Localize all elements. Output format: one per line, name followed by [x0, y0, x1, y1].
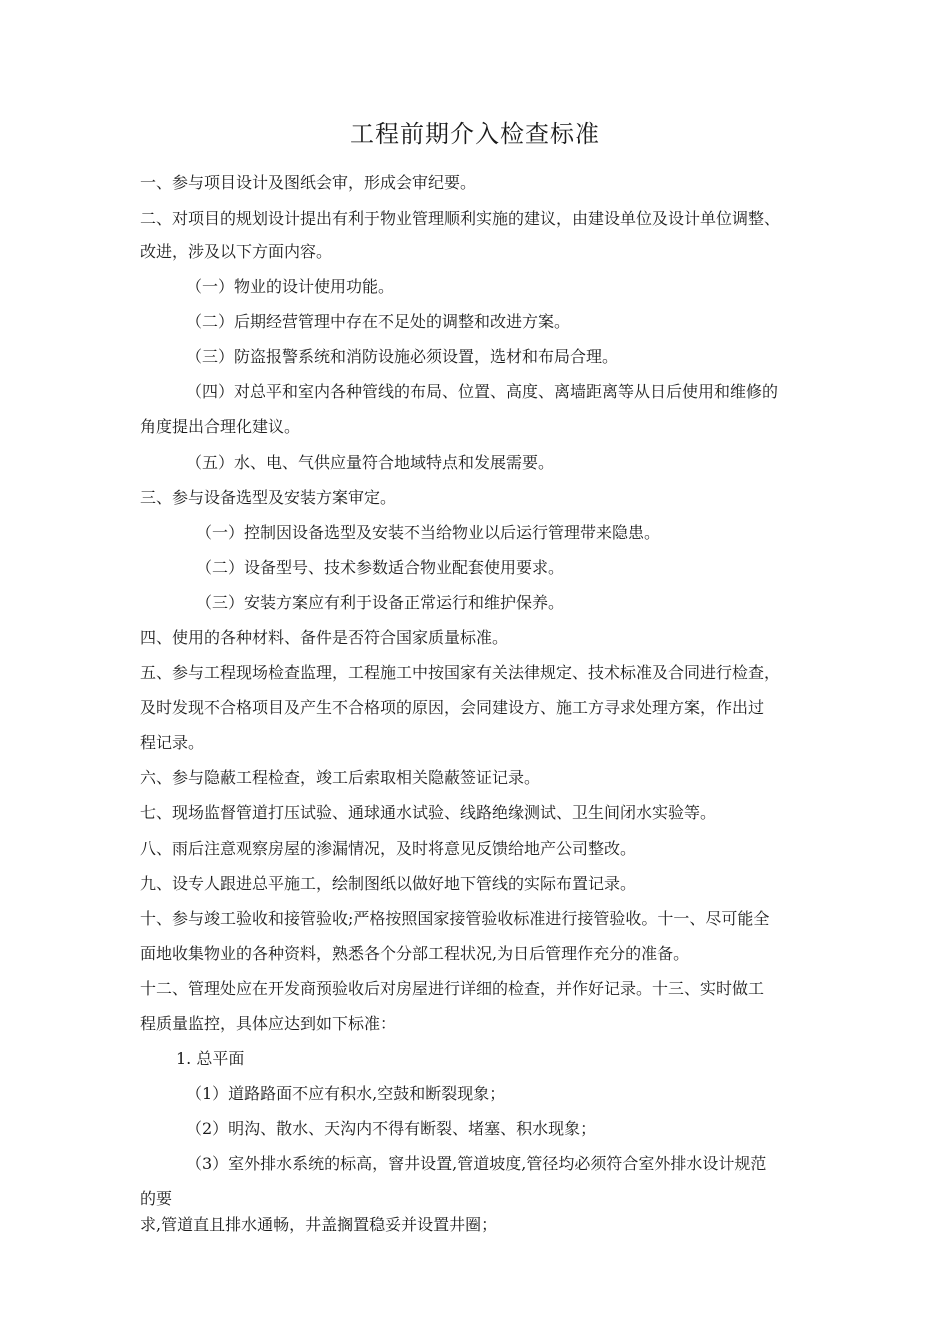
text-line: （四）对总平和室内各种管线的布局、位置、高度、离墙距离等从日后使用和维修的: [186, 382, 779, 401]
document-title: 工程前期介入检查标准: [350, 120, 600, 148]
text-line: 1. 总平面: [176, 1049, 245, 1068]
text-line: 七、现场监督管道打压试验、通球通水试验、线路绝缘测试、卫生间闭水实验等。: [140, 803, 717, 822]
text-line: 十二、管理处应在开发商预验收后对房屋进行详细的检查，并作好记录。十三、实时做工: [140, 979, 765, 998]
text-line: 四、使用的各种材料、备件是否符合国家质量标准。: [140, 628, 509, 647]
text-line: 十、参与竣工验收和接管验收;严格按照国家接管验收标准进行接管验收。十一、尽可能全: [140, 909, 770, 928]
text-line: 求,管道直且排水通畅，井盖搁置稳妥并设置井圈；: [140, 1215, 498, 1234]
text-line: （2）明沟、散水、天沟内不得有断裂、堵塞、积水现象；: [186, 1119, 597, 1138]
text-line: 改进，涉及以下方面内容。: [140, 242, 333, 261]
text-line: （二）后期经营管理中存在不足处的调整和改进方案。: [186, 312, 571, 331]
text-line: （二）设备型号、技术参数适合物业配套使用要求。: [196, 558, 565, 577]
text-line: （1）道路路面不应有积水,空鼓和断裂现象；: [186, 1084, 506, 1103]
text-line: （三）安装方案应有利于设备正常运行和维护保养。: [196, 593, 565, 612]
text-line: 五、参与工程现场检查监理，工程施工中按国家有关法律规定、技术标准及合同进行检查，: [140, 663, 781, 682]
text-line: 程记录。: [140, 733, 205, 752]
text-line: （三）防盗报警系统和消防设施必须设置，选材和布局合理。: [186, 347, 619, 366]
text-line: 三、参与设备选型及安装方案审定。: [140, 488, 397, 507]
text-line: 九、设专人跟进总平施工，绘制图纸以做好地下管线的实际布置记录。: [140, 874, 637, 893]
text-line: 角度提出合理化建议。: [140, 417, 301, 436]
text-line: 六、参与隐蔽工程检查，竣工后索取相关隐蔽签证记录。: [140, 768, 541, 787]
text-line: （3）室外排水系统的标高，窨井设置,管道坡度,管径均必须符合室外排水设计规范: [186, 1154, 767, 1173]
text-line: 程质量监控，具体应达到如下标准：: [140, 1014, 397, 1033]
text-line: 一、参与项目设计及图纸会审，形成会审纪要。: [140, 173, 477, 192]
text-line: 面地收集物业的各种资料，熟悉各个分部工程状况,为日后管理作充分的准备。: [140, 944, 690, 963]
text-line: 的要: [140, 1189, 173, 1208]
text-line: 二、对项目的规划设计提出有利于物业管理顺利实施的建议，由建设单位及设计单位调整、: [140, 209, 781, 228]
text-line: （五）水、电、气供应量符合地域特点和发展需要。: [186, 453, 555, 472]
text-line: 及时发现不合格项目及产生不合格项的原因，会同建设方、施工方寻求处理方案，作出过: [140, 698, 765, 717]
text-line: （一）物业的设计使用功能。: [186, 277, 395, 296]
text-line: （一）控制因设备选型及安装不当给物业以后运行管理带来隐患。: [196, 523, 661, 542]
text-line: 八、雨后注意观察房屋的渗漏情况，及时将意见反馈给地产公司整改。: [140, 839, 637, 858]
